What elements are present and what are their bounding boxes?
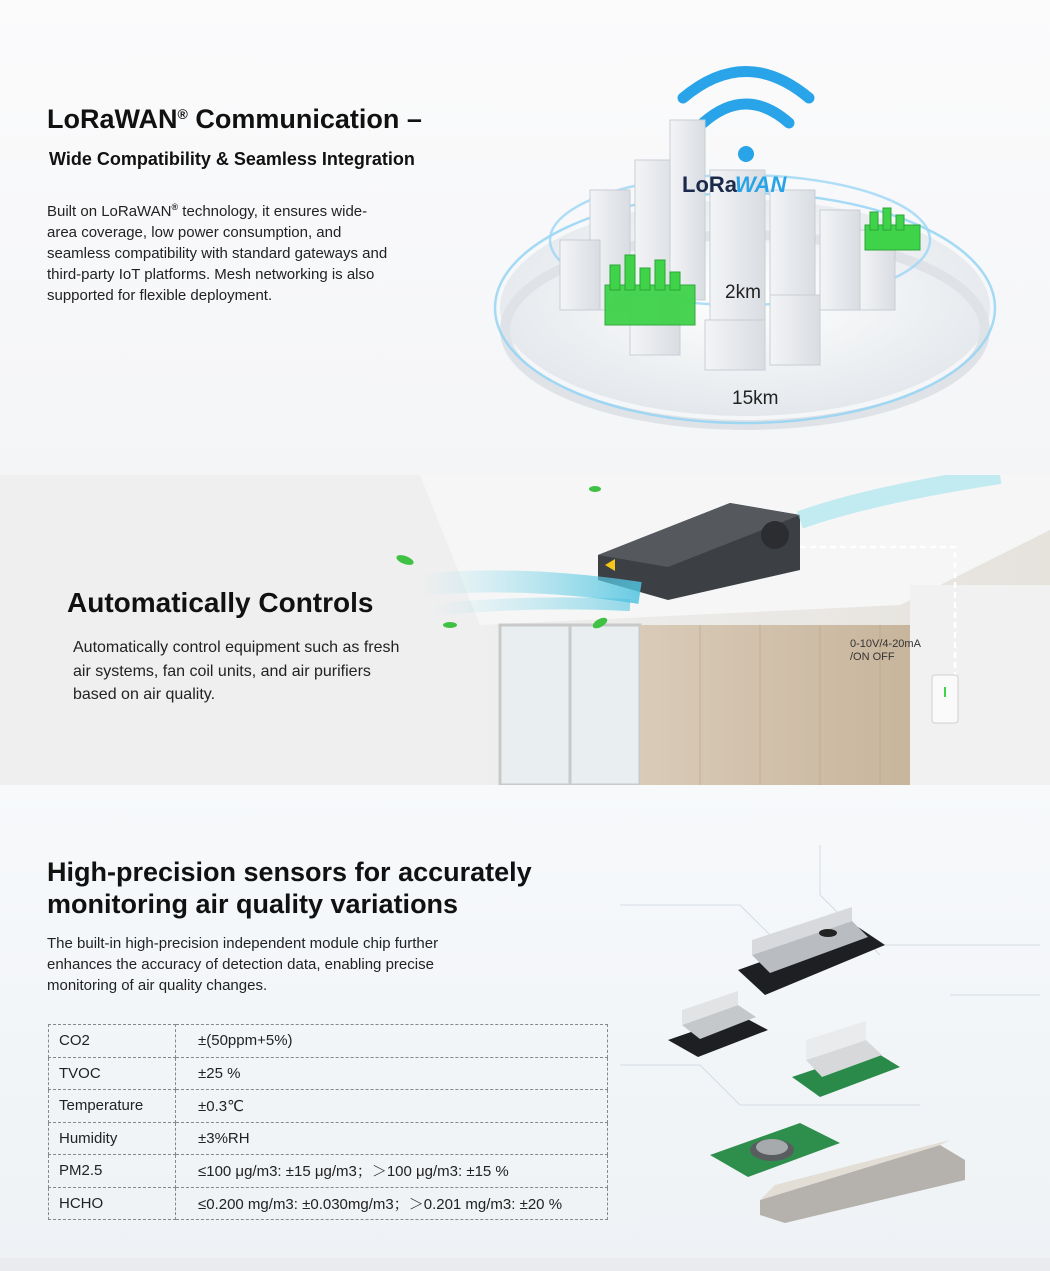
spec-parameter: TVOC (49, 1057, 176, 1090)
spec-row (49, 1187, 608, 1220)
spec-accuracy: ≤100 μg/m3: ±15 μg/m3；＞100 μg/m3: ±15 % (176, 1155, 608, 1188)
spec-row (49, 1090, 608, 1123)
signal-output-label: 0-10V/4-20mA /ON OFF (850, 638, 921, 663)
range-label-inner: 2km (725, 282, 761, 303)
spec-parameter: CO2 (49, 1025, 176, 1058)
hcho-sensor-chip (710, 1123, 840, 1177)
spec-accuracy: ±(50ppm+5%) (176, 1025, 608, 1058)
spec-row (49, 1122, 608, 1155)
spec-accuracy: ±25 % (176, 1057, 608, 1090)
sensors-title: High-precision sensors for accurately monitoring air quality variations (47, 857, 532, 919)
range-label-outer: 15km (732, 388, 779, 409)
sensors-description: The built-in high-precision independent module chip further enhances the accuracy of detection data, enabling precise monitoring of air quality changes. (47, 935, 439, 994)
spec-parameter: Temperature (49, 1090, 176, 1123)
auto-controls-title: Automatically Controls (67, 587, 374, 618)
wall-controller (932, 675, 958, 723)
sensor-modules-illustration (620, 845, 1040, 1225)
spec-accuracy: ≤0.200 mg/m3: ±0.030mg/m3；＞0.201 mg/m3: ±20 % (176, 1187, 608, 1220)
room-hvac-illustration (0, 475, 1050, 785)
spec-row (49, 1057, 608, 1090)
spec-row (49, 1025, 608, 1058)
lorawan-logo (682, 172, 787, 197)
tvoc-sensor-chip (792, 1021, 900, 1097)
spec-parameter: PM2.5 (49, 1155, 176, 1188)
spec-parameter: HCHO (49, 1187, 176, 1220)
spec-accuracy: ±3%RH (176, 1122, 608, 1155)
accuracy-spec-table (48, 1024, 608, 1220)
lorawan-section (0, 0, 1050, 475)
auto-controls-section (0, 475, 1050, 785)
spec-accuracy: ±0.3℃ (176, 1090, 608, 1123)
lorawan-subtitle: Wide Compatibility & Seamless Integration (49, 149, 415, 169)
lorawan-title: LoRaWAN® Communication – (47, 104, 422, 134)
sensors-section (0, 785, 1050, 1271)
section-footer-bar (0, 1258, 1050, 1271)
co2-sensor-chip (738, 907, 885, 995)
auto-controls-description: Automatically control equipment such as fresh air systems, fan coil units, and air purifiers based on air quality. (73, 639, 400, 703)
svg-text:WAN: WAN (735, 172, 787, 197)
lorawan-description: Built on LoRaWAN® technology, it ensures wide-area coverage, low power consumption, and seamless compatibility with standard gateways and third-party IoT platforms. Mesh networking is also supported for flexible deployment. (47, 202, 388, 304)
spec-row (49, 1155, 608, 1188)
svg-text:LoRa: LoRa (682, 172, 737, 197)
spec-parameter: Humidity (49, 1122, 176, 1155)
temp-humidity-sensor-chip (668, 991, 768, 1057)
